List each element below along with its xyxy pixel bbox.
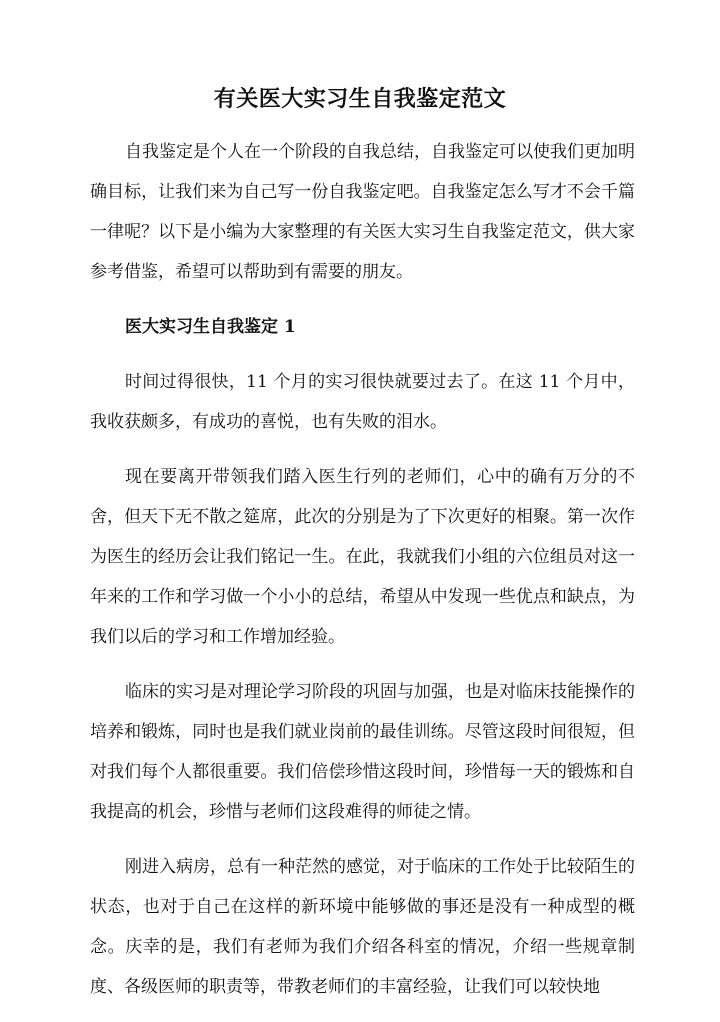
section-heading: 医大实习生自我鉴定 1: [125, 317, 296, 337]
body-paragraph-1: 时间过得很快，11 个月的实习很快就要过去了。在这 11 个月中，我收获颇多，有成功的喜悦，也有失败的泪水。: [90, 372, 635, 432]
intro-paragraph: 自我鉴定是个人在一个阶段的自我总结，自我鉴定可以使我们更加明确目标，让我们来为自己写一份自我鉴定吧。自我鉴定怎么写才不会千篇一律呢？以下是小编为大家整理的有关医大实习生自我鉴定范文，供大家参考借鉴，希望可以帮助到有需要的朋友。: [90, 142, 635, 282]
body-paragraph-3: 临床的实习是对理论学习阶段的巩固与加强，也是对临床技能操作的培养和锻炼，同时也是我们就业岗前的最佳训练。尽管这段时间很短，但对我们每个人都很重要。我们倍偿珍惜这段时间，珍惜每一天的锻炼和自我提高的机会，珍惜与老师们这段难得的师徒之情。: [90, 682, 635, 822]
body-paragraph-4: 刚进入病房，总有一种茫然的感觉，对于临床的工作处于比较陌生的状态，也对于自己在这样的新环境中能够做的事还是没有一种成型的概念。庆幸的是，我们有老师为我们介绍各科室的情况，介绍一些规章制度、各级医师的职责等，带教老师们的丰富经验，让我们可以较快地: [90, 857, 635, 997]
document-title: 有关医大实习生自我鉴定范文: [213, 87, 507, 112]
body-paragraph-2: 现在要离开带领我们踏入医生行列的老师们，心中的确有万分的不舍，但天下无不散之筵席，此次的分别是为了下次更好的相聚。第一次作为医生的经历会让我们铭记一生。在此，我就我们小组的六位组员对这一年来的工作和学习做一个小小的总结，希望从中发现一些优点和缺点，为我们以后的学习和工作增加经验。: [90, 467, 635, 647]
document-body: [90, 132, 635, 1022]
